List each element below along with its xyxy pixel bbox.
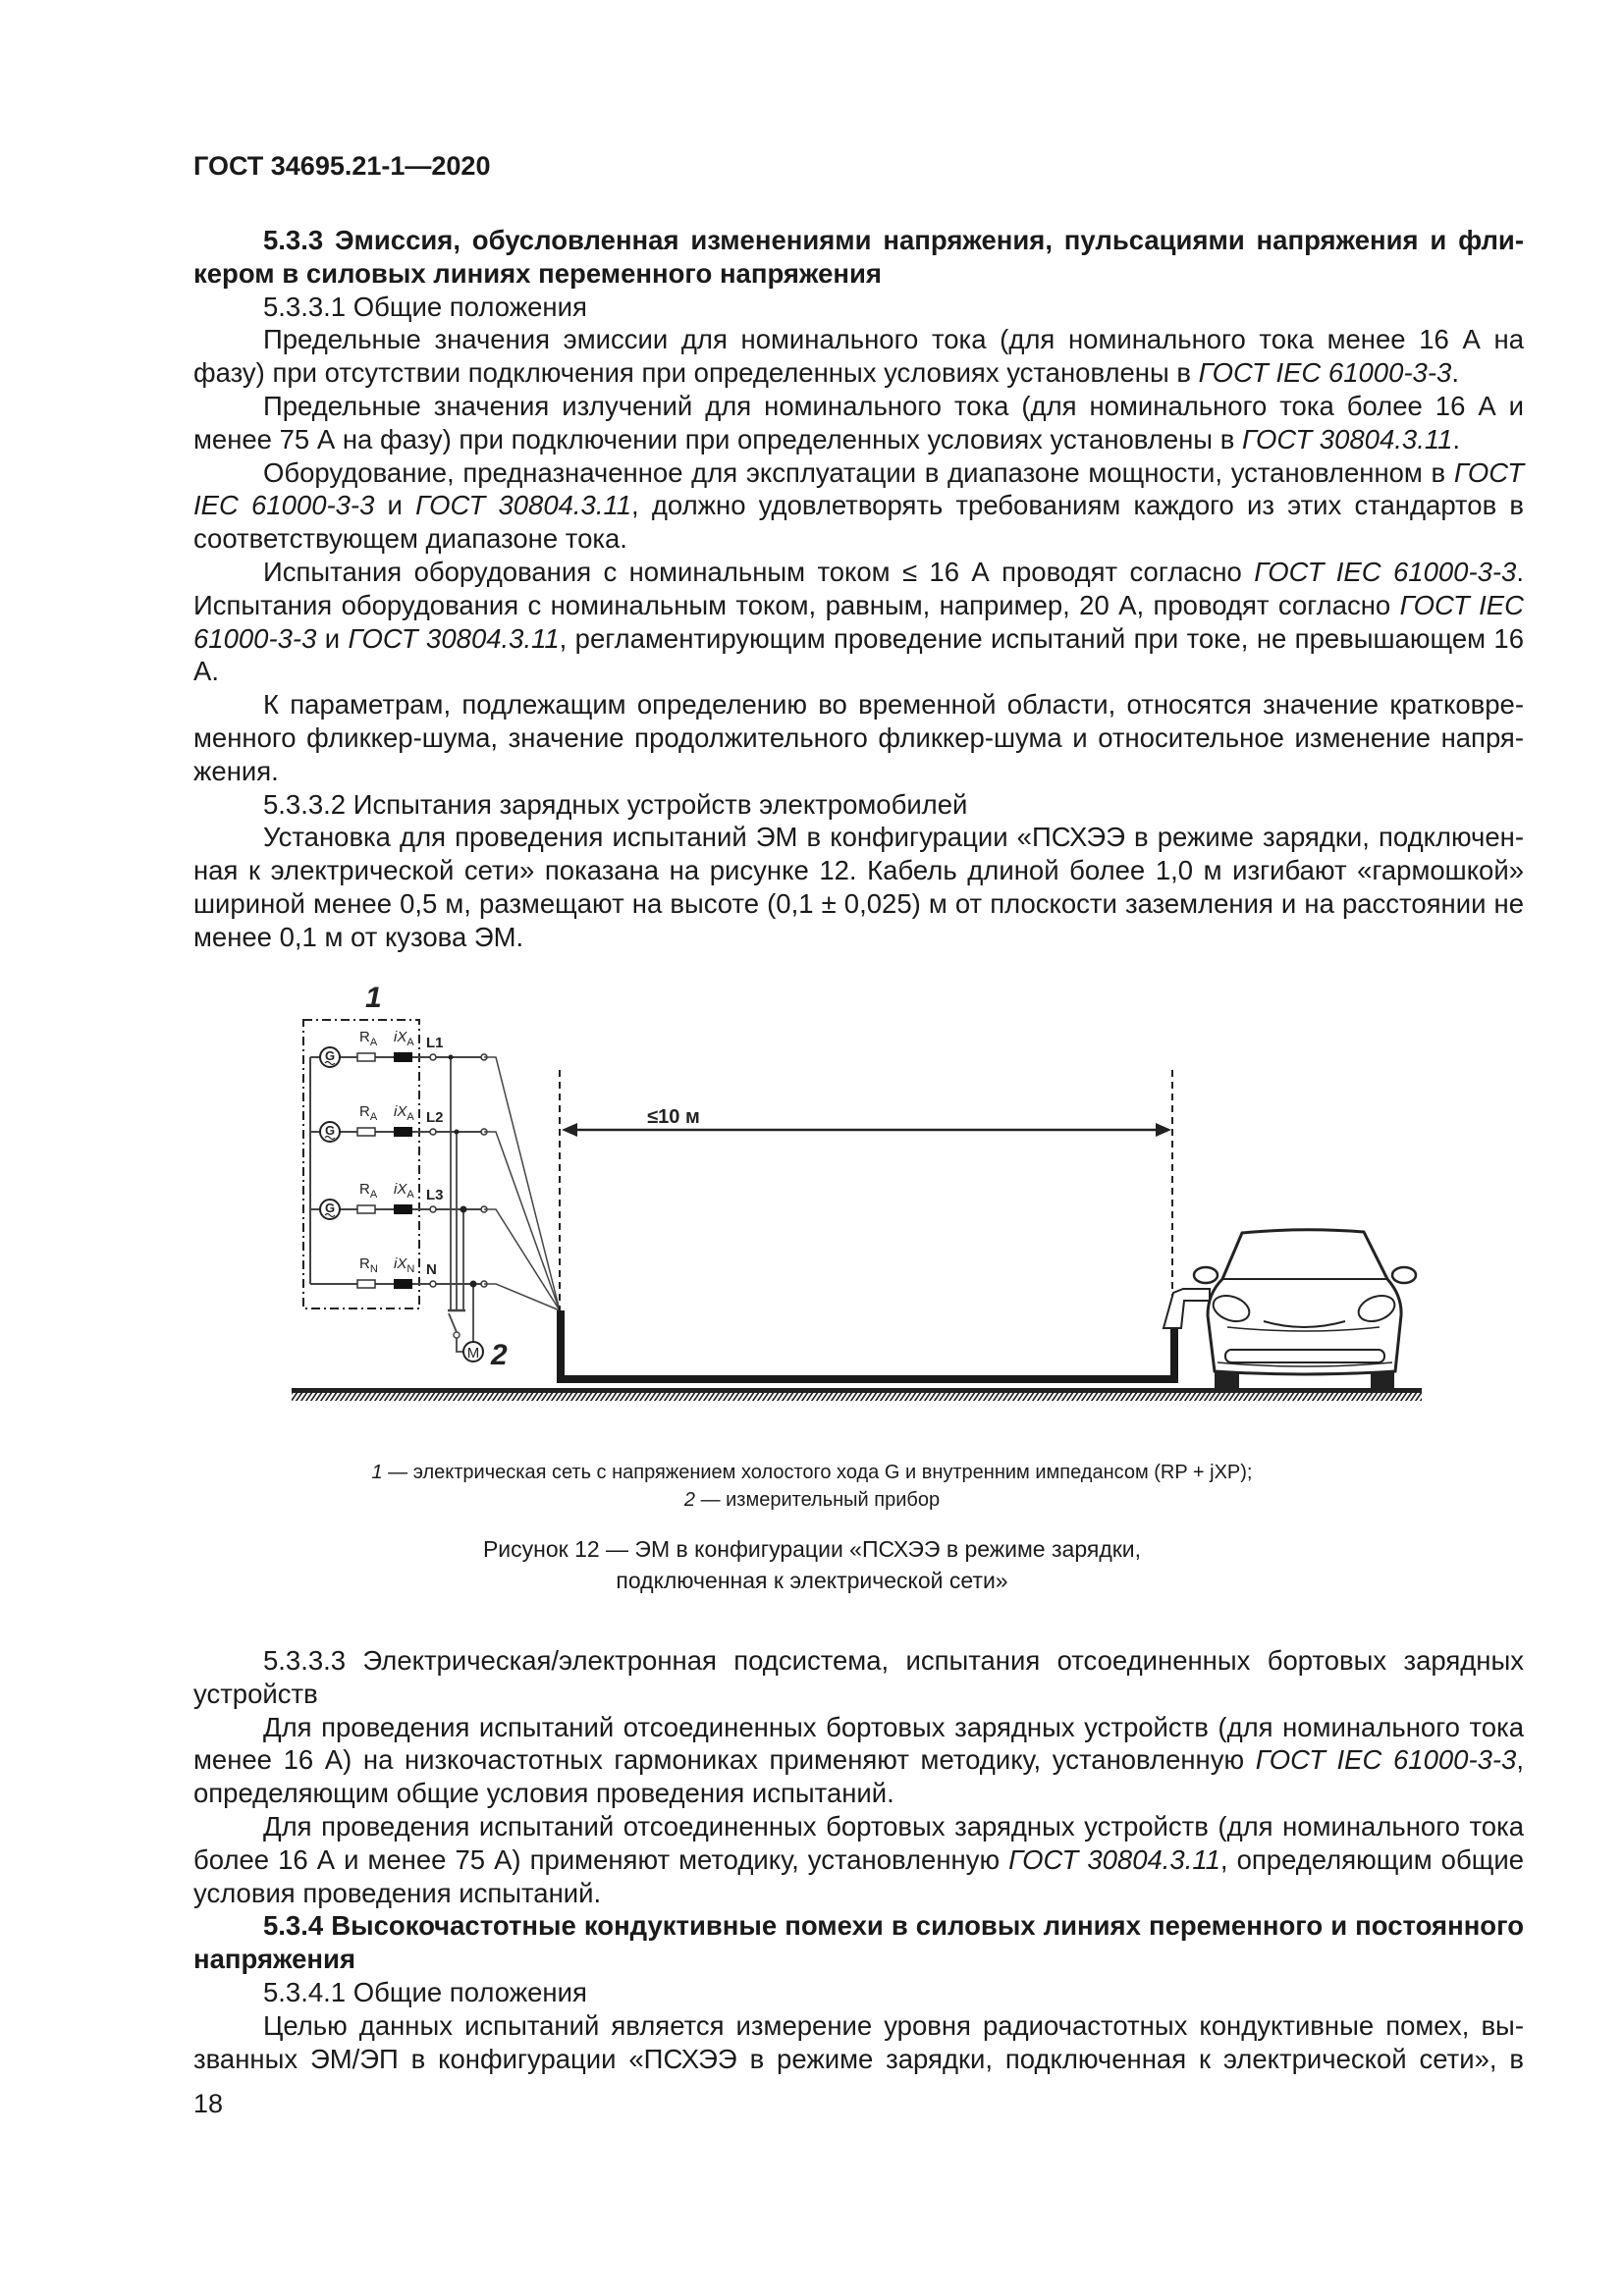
paragraph bbox=[193, 788, 1524, 822]
line-label: L3 bbox=[426, 1187, 444, 1203]
resistance-label bbox=[359, 1181, 378, 1201]
reactance-symbol: iX bbox=[394, 1029, 407, 1045]
standard-reference: ГОСТ IEC 61000-3-3 bbox=[1255, 1744, 1517, 1776]
paragraph bbox=[193, 1976, 1524, 2009]
electric-vehicle-icon bbox=[1194, 1230, 1416, 1389]
text-run: Для проведения испытаний отсоединенных бортовых зарядных устройств (для номинального тока более 16 А и менее 75 А) применяют методику, установленную bbox=[193, 1810, 1524, 1875]
paragraph bbox=[193, 688, 1524, 787]
standard-reference: ГОСТ 30804.3.11 bbox=[1008, 1843, 1220, 1875]
resistance-symbol: R bbox=[359, 1029, 370, 1045]
reactance-icon bbox=[394, 1052, 412, 1062]
cable-wires bbox=[484, 1057, 560, 1310]
text-run: 5.3.3.1 Общие положения bbox=[263, 291, 587, 322]
paragraph bbox=[193, 1644, 1524, 1711]
reactance-subscript: N bbox=[406, 1263, 415, 1275]
resistor-icon bbox=[357, 1128, 375, 1136]
paragraph bbox=[193, 2009, 1524, 2076]
line-label: N bbox=[426, 1261, 437, 1278]
caption-line-1: Рисунок 12 — ЭМ в конфигурации «ПСХЭЭ в режиме зарядки, bbox=[482, 1536, 1142, 1562]
phase-row bbox=[310, 1255, 487, 1289]
resistance-label bbox=[359, 1103, 378, 1123]
text-run: 5.3.3.3 Электрическая/электронная подсистема, испытания отсоединенных бортовых зарядных устройств bbox=[193, 1645, 1524, 1709]
reactance-icon bbox=[394, 1204, 412, 1214]
figure-12-diagram bbox=[0, 962, 1624, 1423]
standard-reference: ГОСТ IEC 61000-3-3 bbox=[1254, 556, 1517, 587]
legend-item-1-number: 1 bbox=[371, 1462, 383, 1483]
generator-symbol: G bbox=[324, 1201, 336, 1215]
figure-caption bbox=[0, 1533, 1624, 1596]
resistor-icon bbox=[357, 1280, 375, 1288]
reactance-icon bbox=[394, 1279, 412, 1289]
standard-reference: ГОСТ IEC 61000-3-3 bbox=[1198, 357, 1452, 389]
legend-item-1 bbox=[0, 1459, 1624, 1486]
reactance-label bbox=[394, 1255, 414, 1275]
phase-rows bbox=[310, 1029, 487, 1289]
text-run: 5.3.3.2 Испытания зарядных устройств электромобилей bbox=[263, 788, 968, 820]
ground-plane bbox=[292, 1388, 1422, 1393]
tap-dot bbox=[460, 1206, 467, 1213]
text-run: . bbox=[1452, 423, 1461, 454]
generator-symbol: G bbox=[324, 1123, 336, 1138]
reactance-label bbox=[394, 1103, 414, 1123]
standard-reference: ГОСТ 30804.3.11 bbox=[348, 622, 560, 654]
tap-dot bbox=[455, 1130, 460, 1135]
resistor-icon bbox=[357, 1053, 375, 1061]
paragraph bbox=[193, 291, 1524, 324]
document-header: ГОСТ 34695.21-1—2020 bbox=[193, 151, 491, 181]
charging-connector bbox=[1164, 1289, 1210, 1328]
section-heading bbox=[193, 224, 1524, 291]
text-run: Целью данных испытаний является измерение уровня радиочастотных кондуктивные помех, вызванных ЭМ/ЭП в конфигурации «ПСХЭЭ в режиме зарядки, подключенная к электрической сети», в bbox=[193, 2009, 1524, 2074]
text-run: Испытания оборудования с номинальным током ≤ 16 А проводят согласно bbox=[263, 556, 1255, 587]
text-run: , регламентирующим проведение испытаний при токе, не превышающем 16 А. bbox=[193, 622, 1524, 687]
resistance-symbol: R bbox=[359, 1255, 370, 1272]
text-run: Установка для проведения испытаний ЭМ в конфигурации «ПСХЭЭ в режиме зарядки, подключенная к электрической сети» показана на рисунке 12. Кабель длиной более 1,0 м изгибают «гармошкой» шириной менее 0,5 м, размещают на высоте (0,1 ± 0,025) м от плоскости заземления и на расстоянии не менее 0,1 м от кузова ЭМ. bbox=[193, 822, 1524, 952]
terminal-icon bbox=[430, 1129, 436, 1135]
page-number: 18 bbox=[193, 2089, 224, 2118]
reactance-symbol: iX bbox=[394, 1255, 407, 1272]
phase-row bbox=[310, 1181, 487, 1219]
line-label: L1 bbox=[426, 1035, 444, 1051]
meter-symbol: M bbox=[466, 1345, 480, 1362]
legend-item-2 bbox=[0, 1486, 1624, 1514]
resistor-icon bbox=[357, 1205, 375, 1213]
standard-reference: ГОСТ 30804.3.11 bbox=[1241, 423, 1453, 454]
reactance-icon bbox=[394, 1127, 412, 1137]
text-run: , определяющим общие условия проведения испытаний. bbox=[193, 1744, 1524, 1809]
resistance-label bbox=[359, 1029, 378, 1048]
standard-reference: ГОСТ IEC 61000-3-3 bbox=[193, 456, 1524, 521]
switch-contact bbox=[454, 1332, 460, 1338]
resistance-subscript: A bbox=[369, 1189, 378, 1201]
measurement-taps bbox=[448, 1057, 473, 1352]
tap-dot bbox=[470, 1281, 477, 1288]
standard-reference: ГОСТ IEC 61000-3-3 bbox=[193, 589, 1524, 654]
resistance-subscript: N bbox=[369, 1263, 378, 1275]
terminal-icon bbox=[430, 1281, 436, 1287]
generator-symbol: G bbox=[324, 1048, 336, 1063]
text-block-2 bbox=[193, 1644, 1524, 2075]
distance-label: ≤10 м bbox=[647, 1106, 700, 1128]
legend-item-1-text: — электрическая сеть с напряжением холостого хода G и внутренним импедансом (RP + jXP); bbox=[382, 1462, 1253, 1483]
reactance-label bbox=[394, 1181, 414, 1201]
phase-row bbox=[310, 1029, 487, 1067]
text-run: . bbox=[1451, 357, 1459, 389]
line-label: L2 bbox=[426, 1109, 444, 1126]
reactance-symbol: iX bbox=[394, 1181, 407, 1198]
paragraph bbox=[193, 1711, 1524, 1810]
reactance-symbol: iX bbox=[394, 1103, 407, 1120]
paragraph bbox=[193, 456, 1524, 556]
text-run: , должно удовлетворять требованиям каждого из этих стандартов в соответствующем диапазоне тока. bbox=[193, 490, 1524, 555]
paragraph bbox=[193, 390, 1524, 456]
text-run: . Испытания оборудования с номинальным током, равным, например, 20 А, проводят согласно bbox=[193, 556, 1524, 620]
reactance-subscript: A bbox=[406, 1189, 414, 1201]
figure-legend bbox=[0, 1459, 1624, 1514]
paragraph bbox=[193, 1810, 1524, 1909]
text-run: Предельные значения излучений для номинального тока (для номинального тока более 16 А и менее 75 А на фазу) при подключении при определенных условиях установлены в bbox=[193, 390, 1524, 454]
paragraph bbox=[193, 821, 1524, 953]
text-run: 5.3.4.1 Общие положения bbox=[263, 1976, 587, 2007]
text-run: и bbox=[374, 490, 416, 521]
legend-item-2-text: — измерительный прибор bbox=[695, 1489, 941, 1511]
terminal-icon bbox=[430, 1206, 436, 1212]
resistance-symbol: R bbox=[359, 1103, 370, 1120]
reactance-subscript: A bbox=[406, 1037, 414, 1048]
meter-label: 2 bbox=[491, 1339, 508, 1371]
reactance-label bbox=[394, 1029, 414, 1048]
text-block-1 bbox=[193, 224, 1524, 954]
source-label: 1 bbox=[365, 982, 382, 1014]
legend-item-2-number: 2 bbox=[683, 1489, 696, 1511]
text-run: Предельные значения эмиссии для номинального тока (для номинального тока менее 16 А на фазу) при отсутствии подключения при определенных условиях установлены в bbox=[193, 324, 1524, 389]
paragraph bbox=[193, 323, 1524, 390]
reactance-subscript: A bbox=[406, 1111, 414, 1123]
caption-line-2: подключенная к электрической сети» bbox=[616, 1568, 1008, 1593]
resistance-label bbox=[359, 1255, 378, 1275]
phase-row bbox=[310, 1103, 487, 1142]
tap-dot bbox=[449, 1055, 454, 1060]
text-run: 5.3.4 Высокочастотные кондуктивные помехи в силовых линиях переменного и постоянного напряжения bbox=[193, 1910, 1524, 1975]
standard-reference: ГОСТ 30804.3.11 bbox=[415, 490, 632, 521]
paragraph bbox=[193, 556, 1524, 688]
terminal-icon bbox=[430, 1054, 436, 1060]
text-run: Оборудование, предназначенное для эксплуатации в диапазоне мощности, установленном в bbox=[263, 456, 1454, 488]
charging-cable bbox=[561, 1310, 1174, 1379]
text-run: , определяющим общие условия проведения испытаний. bbox=[193, 1843, 1524, 1908]
resistance-symbol: R bbox=[359, 1181, 370, 1198]
resistance-subscript: A bbox=[369, 1037, 378, 1048]
text-run: и bbox=[316, 622, 349, 654]
resistance-subscript: A bbox=[369, 1111, 378, 1123]
text-run: Для проведения испытаний отсоединенных бортовых зарядных устройств (для номинального тока менее 16 А) на низкочастотных гармониках применяют методику, установленную bbox=[193, 1711, 1524, 1776]
ground-hatching bbox=[292, 1393, 1422, 1401]
text-run: 5.3.3 Эмиссия, обусловленная изменениями напряжения, пульсациями напряжения и фликером в силовых линиях переменного напряжения bbox=[193, 225, 1524, 289]
section-heading bbox=[193, 1909, 1524, 1976]
text-run: К параметрам, подлежащим определению во временной области, относятся значение кратковременного фликкер-шума, значение продолжительного фликкер-шума и относительное изменение напряжения. bbox=[193, 689, 1524, 786]
